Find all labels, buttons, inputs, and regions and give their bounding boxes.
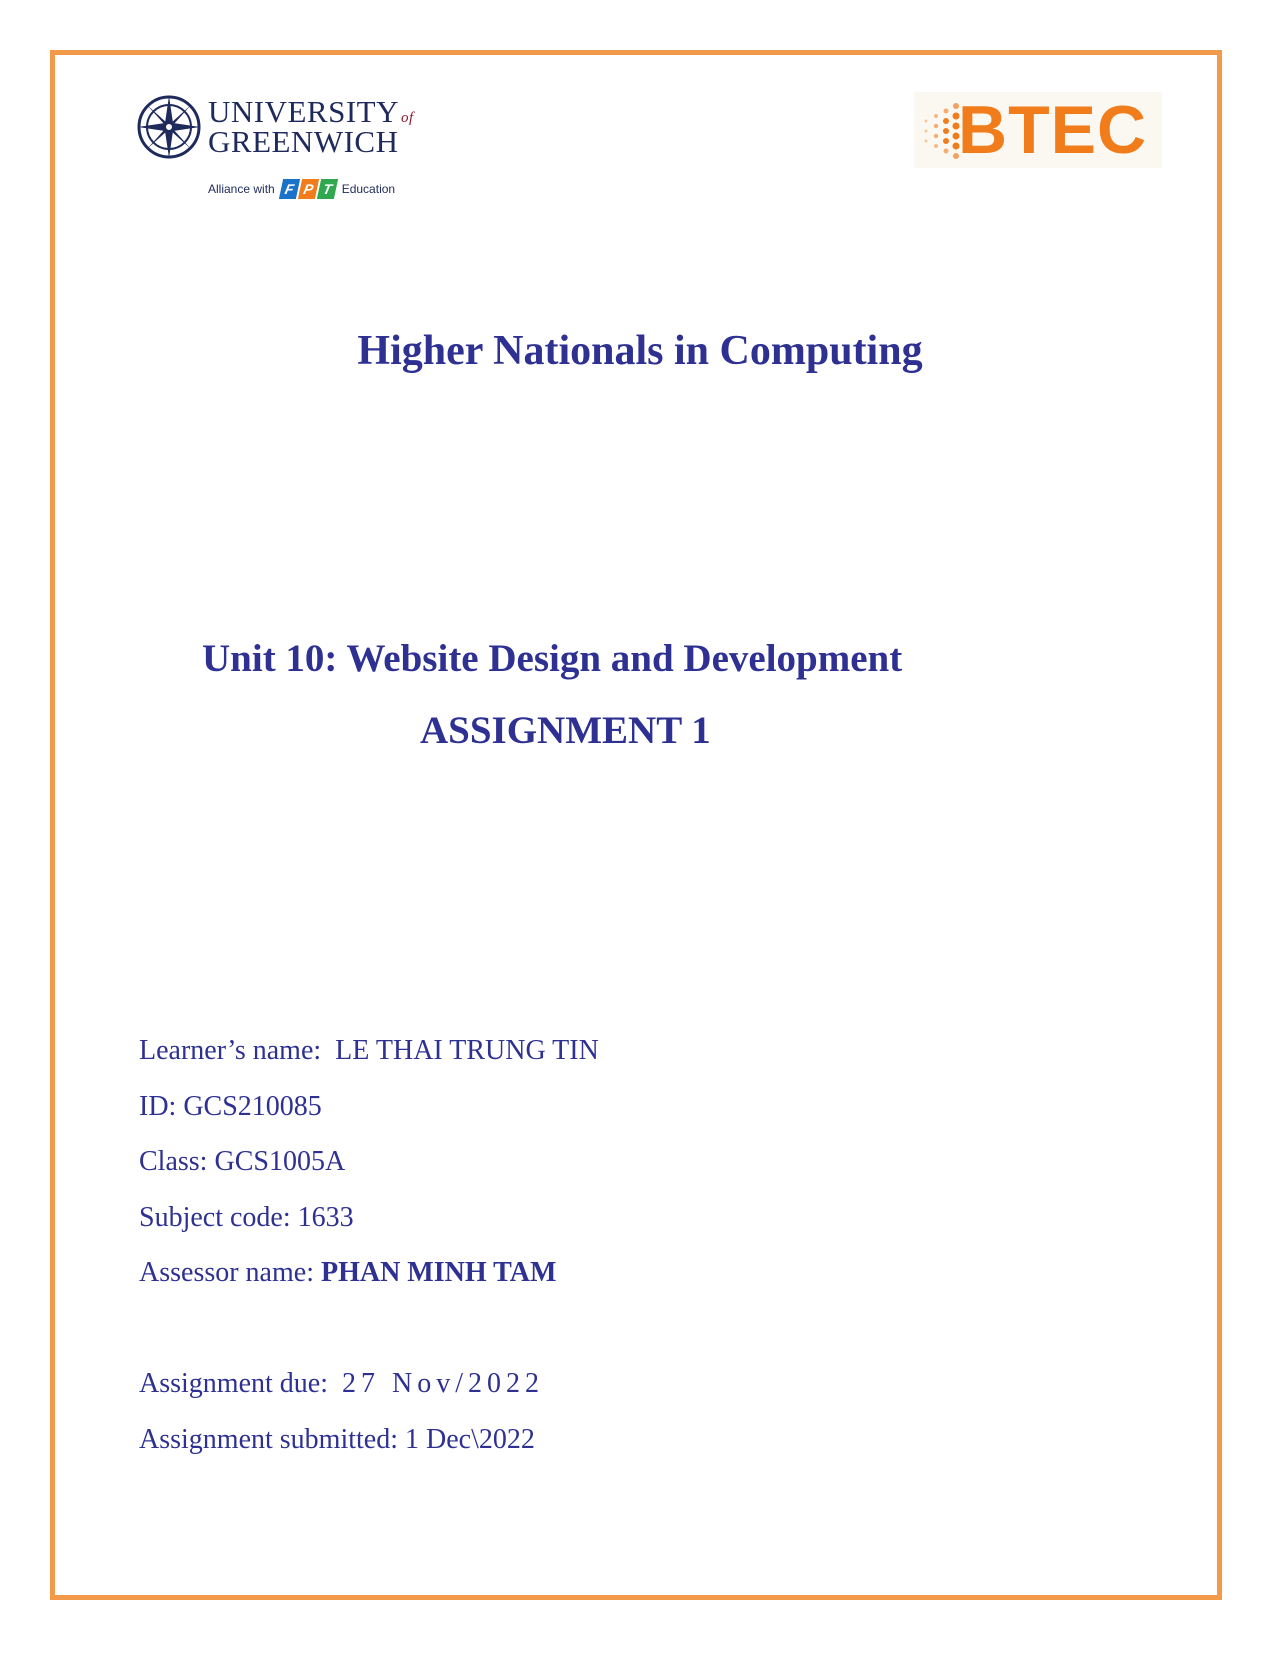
btec-logo	[914, 92, 1162, 168]
greenwich-wordmark-line1: UNIVERSITY of	[208, 94, 414, 129]
learner-name-value: LE THAI TRUNG TIN	[335, 1035, 599, 1066]
id-line	[139, 1090, 322, 1124]
btec-wordmark: BTEC	[958, 92, 1148, 168]
assessor-value: PHAN MINH TAM	[320, 1257, 557, 1288]
compass-emblem-icon	[136, 94, 202, 160]
assignment-submitted-label: Assignment submitted:	[139, 1424, 398, 1455]
subject-code-line	[139, 1201, 354, 1235]
learner-name-line	[139, 1034, 599, 1068]
class-line	[139, 1145, 345, 1179]
class-label: Class:	[139, 1146, 208, 1177]
alliance-suffix: Education	[341, 182, 396, 196]
assessor-line	[139, 1256, 556, 1290]
subject-code-value: 1633	[297, 1202, 354, 1233]
page-title: Higher Nationals in Computing	[357, 328, 923, 374]
assessor-label: Assessor name:	[139, 1257, 314, 1288]
alliance-line	[208, 176, 395, 202]
class-value: GCS1005A	[214, 1146, 346, 1177]
assignment-due-value: 27 Nov/2022	[342, 1368, 544, 1399]
fpt-letter-t: T	[317, 179, 338, 199]
assignment-submitted-line	[139, 1423, 535, 1457]
subject-code-label: Subject code:	[139, 1202, 291, 1233]
assignment-due-line	[139, 1367, 544, 1401]
greenwich-wordmark-line2: GREENWICH	[208, 124, 399, 159]
fpt-logo	[281, 179, 336, 199]
university-of-greenwich-logo	[136, 94, 426, 206]
assignment-submitted-value: 1 Dec\2022	[405, 1424, 535, 1455]
id-value: GCS210085	[183, 1091, 322, 1122]
alliance-prefix: Alliance with	[208, 182, 275, 196]
fpt-letter-p: P	[298, 179, 319, 199]
assignment-title: ASSIGNMENT 1	[420, 709, 711, 752]
unit-title: Unit 10: Website Design and Development	[202, 637, 903, 680]
fpt-letter-f: F	[279, 179, 300, 199]
assignment-due-label: Assignment due:	[139, 1368, 328, 1399]
id-label: ID:	[139, 1091, 177, 1122]
learner-name-label: Learner’s name:	[139, 1035, 322, 1066]
